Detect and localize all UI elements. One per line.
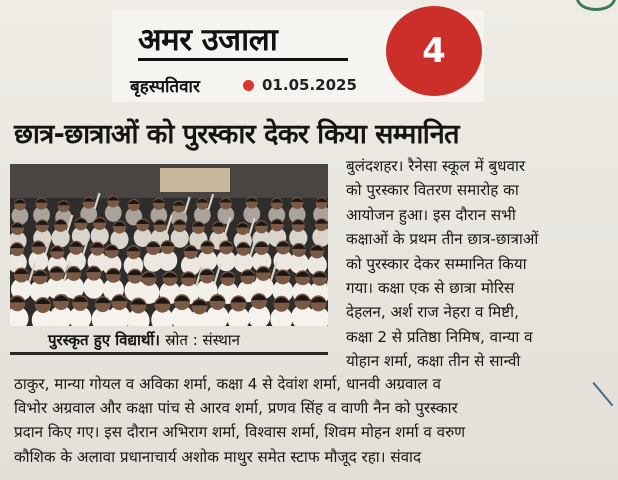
article-column-text <box>346 154 614 374</box>
article-line: कक्षा 2 से प्रतिष्ठा निमिष, वान्या व <box>346 327 533 346</box>
article-line: आयोजन हुआ। इस दौरान सभी <box>346 205 516 224</box>
article-line: ठाकुर, मान्या गोयल व अविका शर्मा, कक्षा 4 से देवांश शर्मा, धानवी अग्रवाल व <box>14 375 441 393</box>
article-line: को पुरस्कार वितरण समारोह का <box>346 181 519 200</box>
photo-caption <box>48 330 240 350</box>
article-line: गया। कक्षा एक से छात्रा मोरिस <box>346 279 515 298</box>
article-line: योहान शर्मा, कक्षा तीन से सान्वी <box>346 352 521 371</box>
publication-date: 01.05.2025 <box>262 76 357 94</box>
students-group-photo <box>10 164 328 326</box>
page-number-badge: 4 <box>386 6 482 96</box>
article-line: देहलन, अर्श राज नेहरा व मिष्टी, <box>346 303 519 322</box>
article-headline: छात्र-छात्राओं को पुरस्कार देकर किया सम्मानित <box>14 119 459 150</box>
photo-caption-text: पुरस्कृत हुए विद्यार्थी। <box>48 331 160 349</box>
newspaper-name: अमर उजाला <box>138 22 348 61</box>
article-line: को पुरस्कार देकर सम्मानित किया <box>346 254 527 273</box>
article-wide-text <box>14 372 614 469</box>
article-line: कक्षाओं के प्रथम तीन छात्र-छात्राओं <box>346 230 539 249</box>
red-dot-icon <box>243 80 254 91</box>
photo-source: स्रोत : संस्थान <box>165 331 241 349</box>
article-line: कौशिक के अलावा प्रधानाचार्य अशोक माथुर समेत स्टाफ मौजूद रहा। संवाद <box>14 447 422 466</box>
article-line: प्रदान किए गए। इस दौरान अभिराग शर्मा, विश्वास शर्मा, शिवम मोहन शर्मा व वरुण <box>14 423 466 442</box>
pen-mark-icon <box>576 0 616 11</box>
article-line: बुलंदशहर। रैनेसा स्कूल में बुधवार <box>346 157 526 175</box>
caption-divider <box>10 352 328 355</box>
article-line: विभोर अग्रवाल और कक्षा पांच से आरव शर्मा, प्रणव सिंह व वाणी नैन को पुरस्कार <box>14 399 458 418</box>
article-photo <box>10 164 328 326</box>
publication-day: बृहस्पतिवार <box>130 77 200 97</box>
